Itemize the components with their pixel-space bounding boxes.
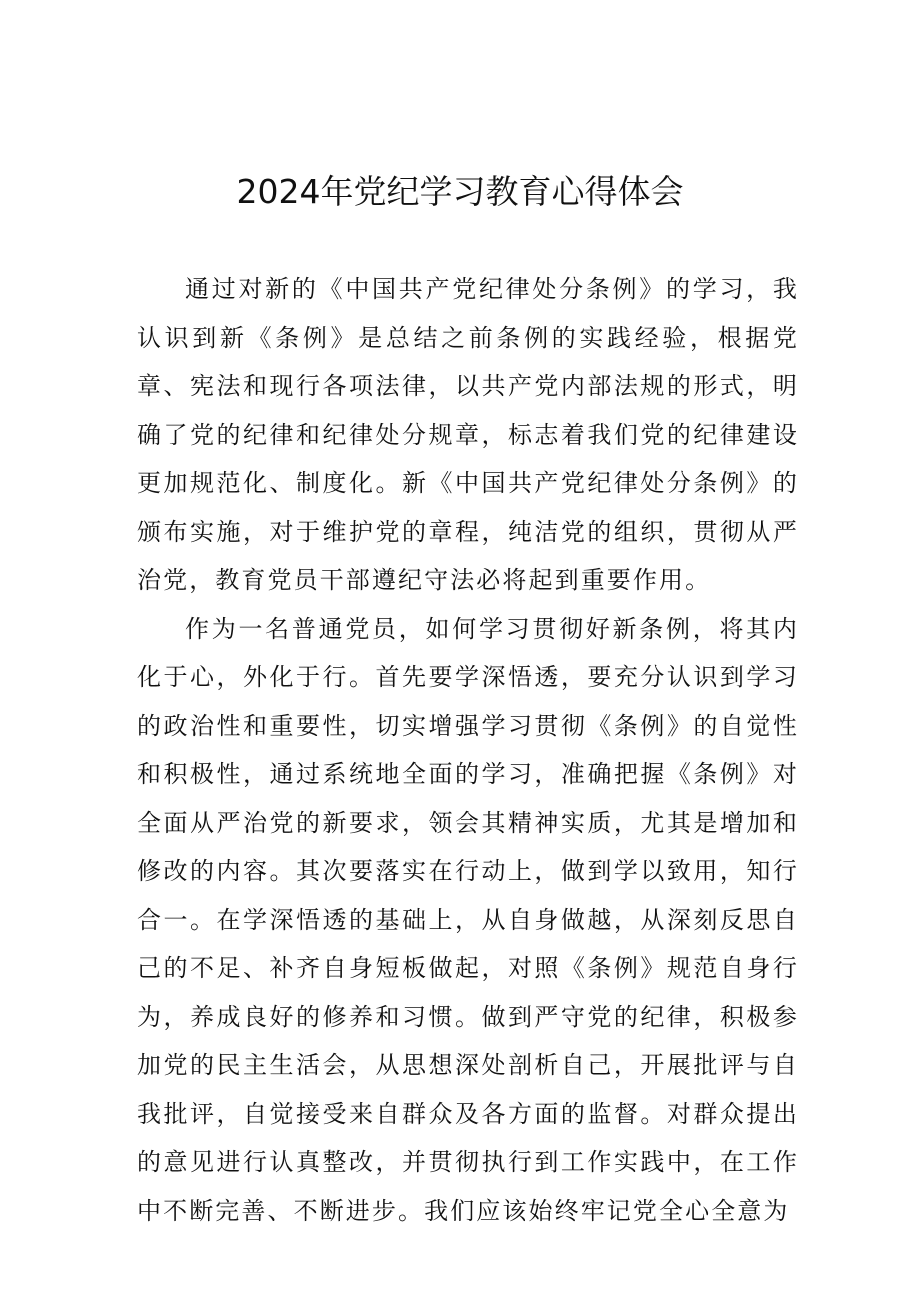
document-title: 2024年党纪学习教育心得体会 xyxy=(236,172,684,211)
document-body xyxy=(137,265,799,1235)
paragraph-2: 作为一名普通党员，如何学习贯彻好新条例，将其内化于心，外化于行。首先要学深悟透，要充分认识到学习的政治性和重要性，切实增强学习贯彻《条例》的自觉性和积极性，通过系统地全面的学习，准确把握《条例》对全面从严治党的新要求，领会其精神实质，尤其是增加和修改的内容。其次要落实在行动上，做到学以致用，知行合一。在学深悟透的基础上，从自身做越，从深刻反思自己的不足、补齐自身短板做起，对照《条例》规范自身行为，养成良好的修养和习惯。做到严守党的纪律，积极参加党的民主生活会，从思想深处剖析自己，开展批评与自我批评，自觉接受来自群众及各方面的监督。对群众提出的意见进行认真整改，并贯彻执行到工作实践中，在工作中不断完善、不断进步。我们应该始终牢记党全心全意为 xyxy=(137,614,799,1225)
paragraph-1: 通过对新的《中国共产党纪律处分条例》的学习，我认识到新《条例》是总结之前条例的实践经验，根据党章、宪法和现行各项法律，以共产党内部法规的形式，明确了党的纪律和纪律处分规章，标志着我们党的纪律建设更加规范化、制度化。新《中国共产党纪律处分条例》的颁布实施，对于维护党的章程，纯洁党的组织，贯彻从严治党，教育党员干部遵纪守法必将起到重要作用。 xyxy=(137,275,799,594)
